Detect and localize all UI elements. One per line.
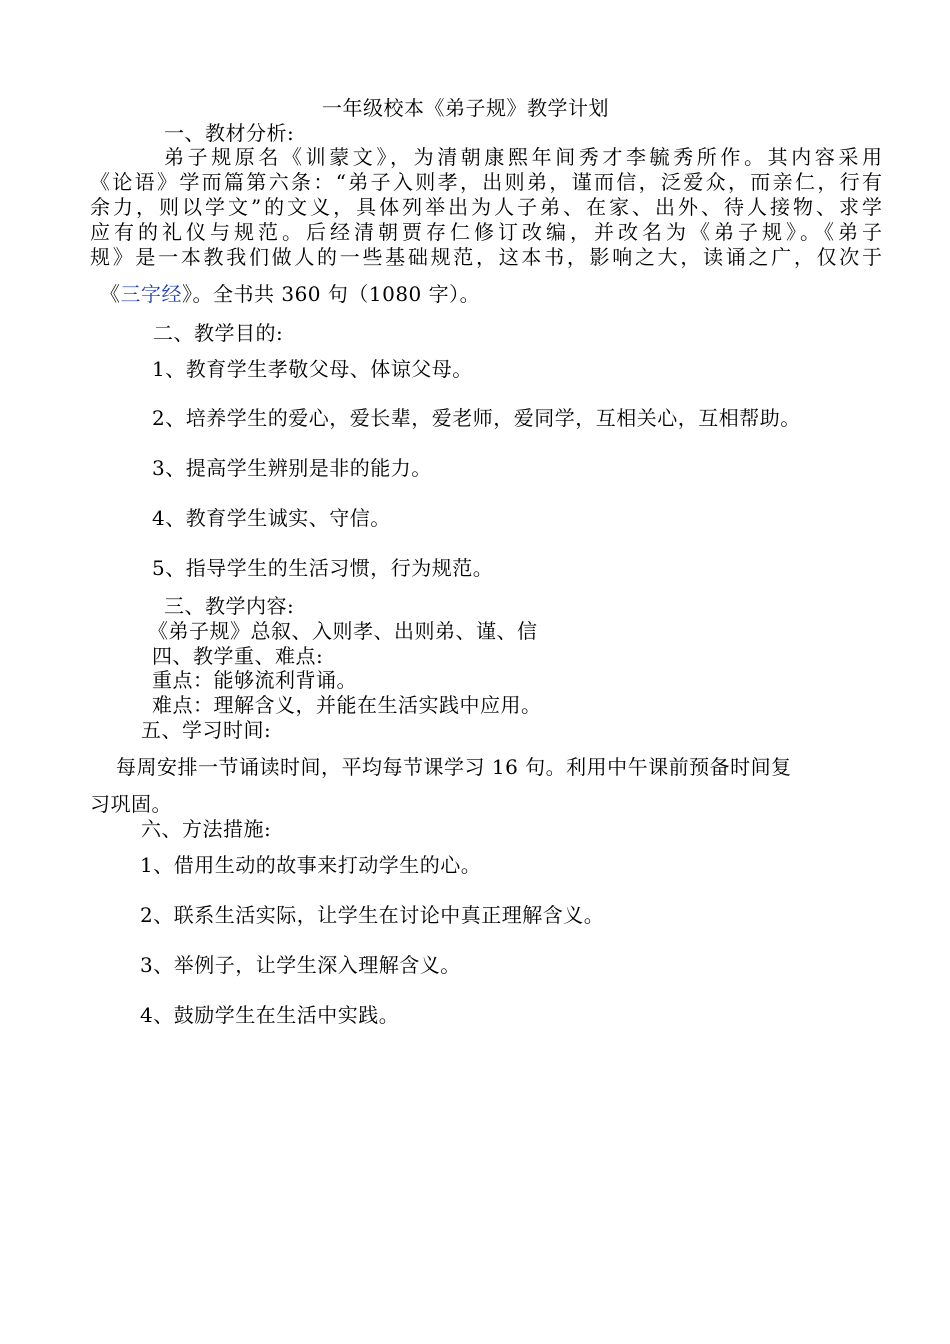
list-item: 3、提高学生辨别是非的能力。	[152, 456, 432, 480]
method-item: 2、联系生活实际，让学生在讨论中真正理解含义。	[140, 903, 605, 927]
page-title: 一年级校本《弟子规》教学计划	[322, 96, 609, 120]
list-item: 1、教育学生孝敬父母、体谅父母。	[152, 357, 473, 381]
study-time-line-2: 习巩固。	[90, 792, 172, 816]
list-item: 5、指导学生的生活习惯，行为规范。	[152, 556, 494, 580]
list-item: 4、教育学生诚实、守信。	[152, 506, 391, 530]
study-time-line-1: 每周安排一节诵读时间，平均每节课学习 16 句。利用中午课前预备时间复	[116, 755, 792, 779]
key-point: 重点：能够流利背诵。	[152, 668, 357, 692]
paragraph-line: 余力，则以学文”的文义，具体列举出为人子弟、在家、出外、待人接物、求学	[90, 195, 882, 219]
method-item: 1、借用生动的故事来打动学生的心。	[140, 853, 482, 877]
paragraph-line: 《论语》学而篇第六条：“弟子入则孝，出则弟，谨而信，泛爱众，而亲仁，行有	[90, 170, 882, 194]
method-item: 4、鼓励学生在生活中实践。	[140, 1003, 400, 1027]
paragraph-line: 规》是一本教我们做人的一些基础规范，这本书，影响之大，读诵之广，仅次于	[90, 245, 882, 269]
section-6-heading: 六、方法措施:	[141, 817, 272, 841]
section-4-heading: 四、教学重、难点:	[152, 644, 324, 668]
section-3-content: 《弟子规》总叙、入则孝、出则弟、谨、信	[148, 619, 538, 643]
section-1-paragraph	[90, 145, 882, 270]
sanzijing-link[interactable]: 三字经	[120, 282, 182, 306]
section-2-heading: 二、教学目的:	[153, 321, 284, 345]
paragraph-last-line	[100, 282, 480, 306]
section-3-heading: 三、教学内容:	[164, 594, 295, 618]
section-5-heading: 五、学习时间:	[141, 718, 272, 742]
section-1-heading: 一、教材分析:	[164, 121, 295, 145]
paragraph-tail: 》。全书共 360 句（1080 字）。	[182, 282, 481, 306]
difficulty: 难点：理解含义，并能在生活实践中应用。	[152, 693, 542, 717]
list-item: 2、培养学生的爱心，爱长辈，爱老师，爱同学，互相关心，互相帮助。	[152, 406, 801, 430]
paragraph-line: 弟子规原名《训蒙文》，为清朝康熙年间秀才李毓秀所作。其内容采用	[164, 145, 882, 169]
method-item: 3、举例子，让学生深入理解含义。	[140, 953, 461, 977]
paragraph-line: 应有的礼仪与规范。后经清朝贾存仁修订改编，并改名为《弟子规》。《弟子	[90, 220, 882, 244]
bracket-open: 《	[100, 282, 121, 306]
